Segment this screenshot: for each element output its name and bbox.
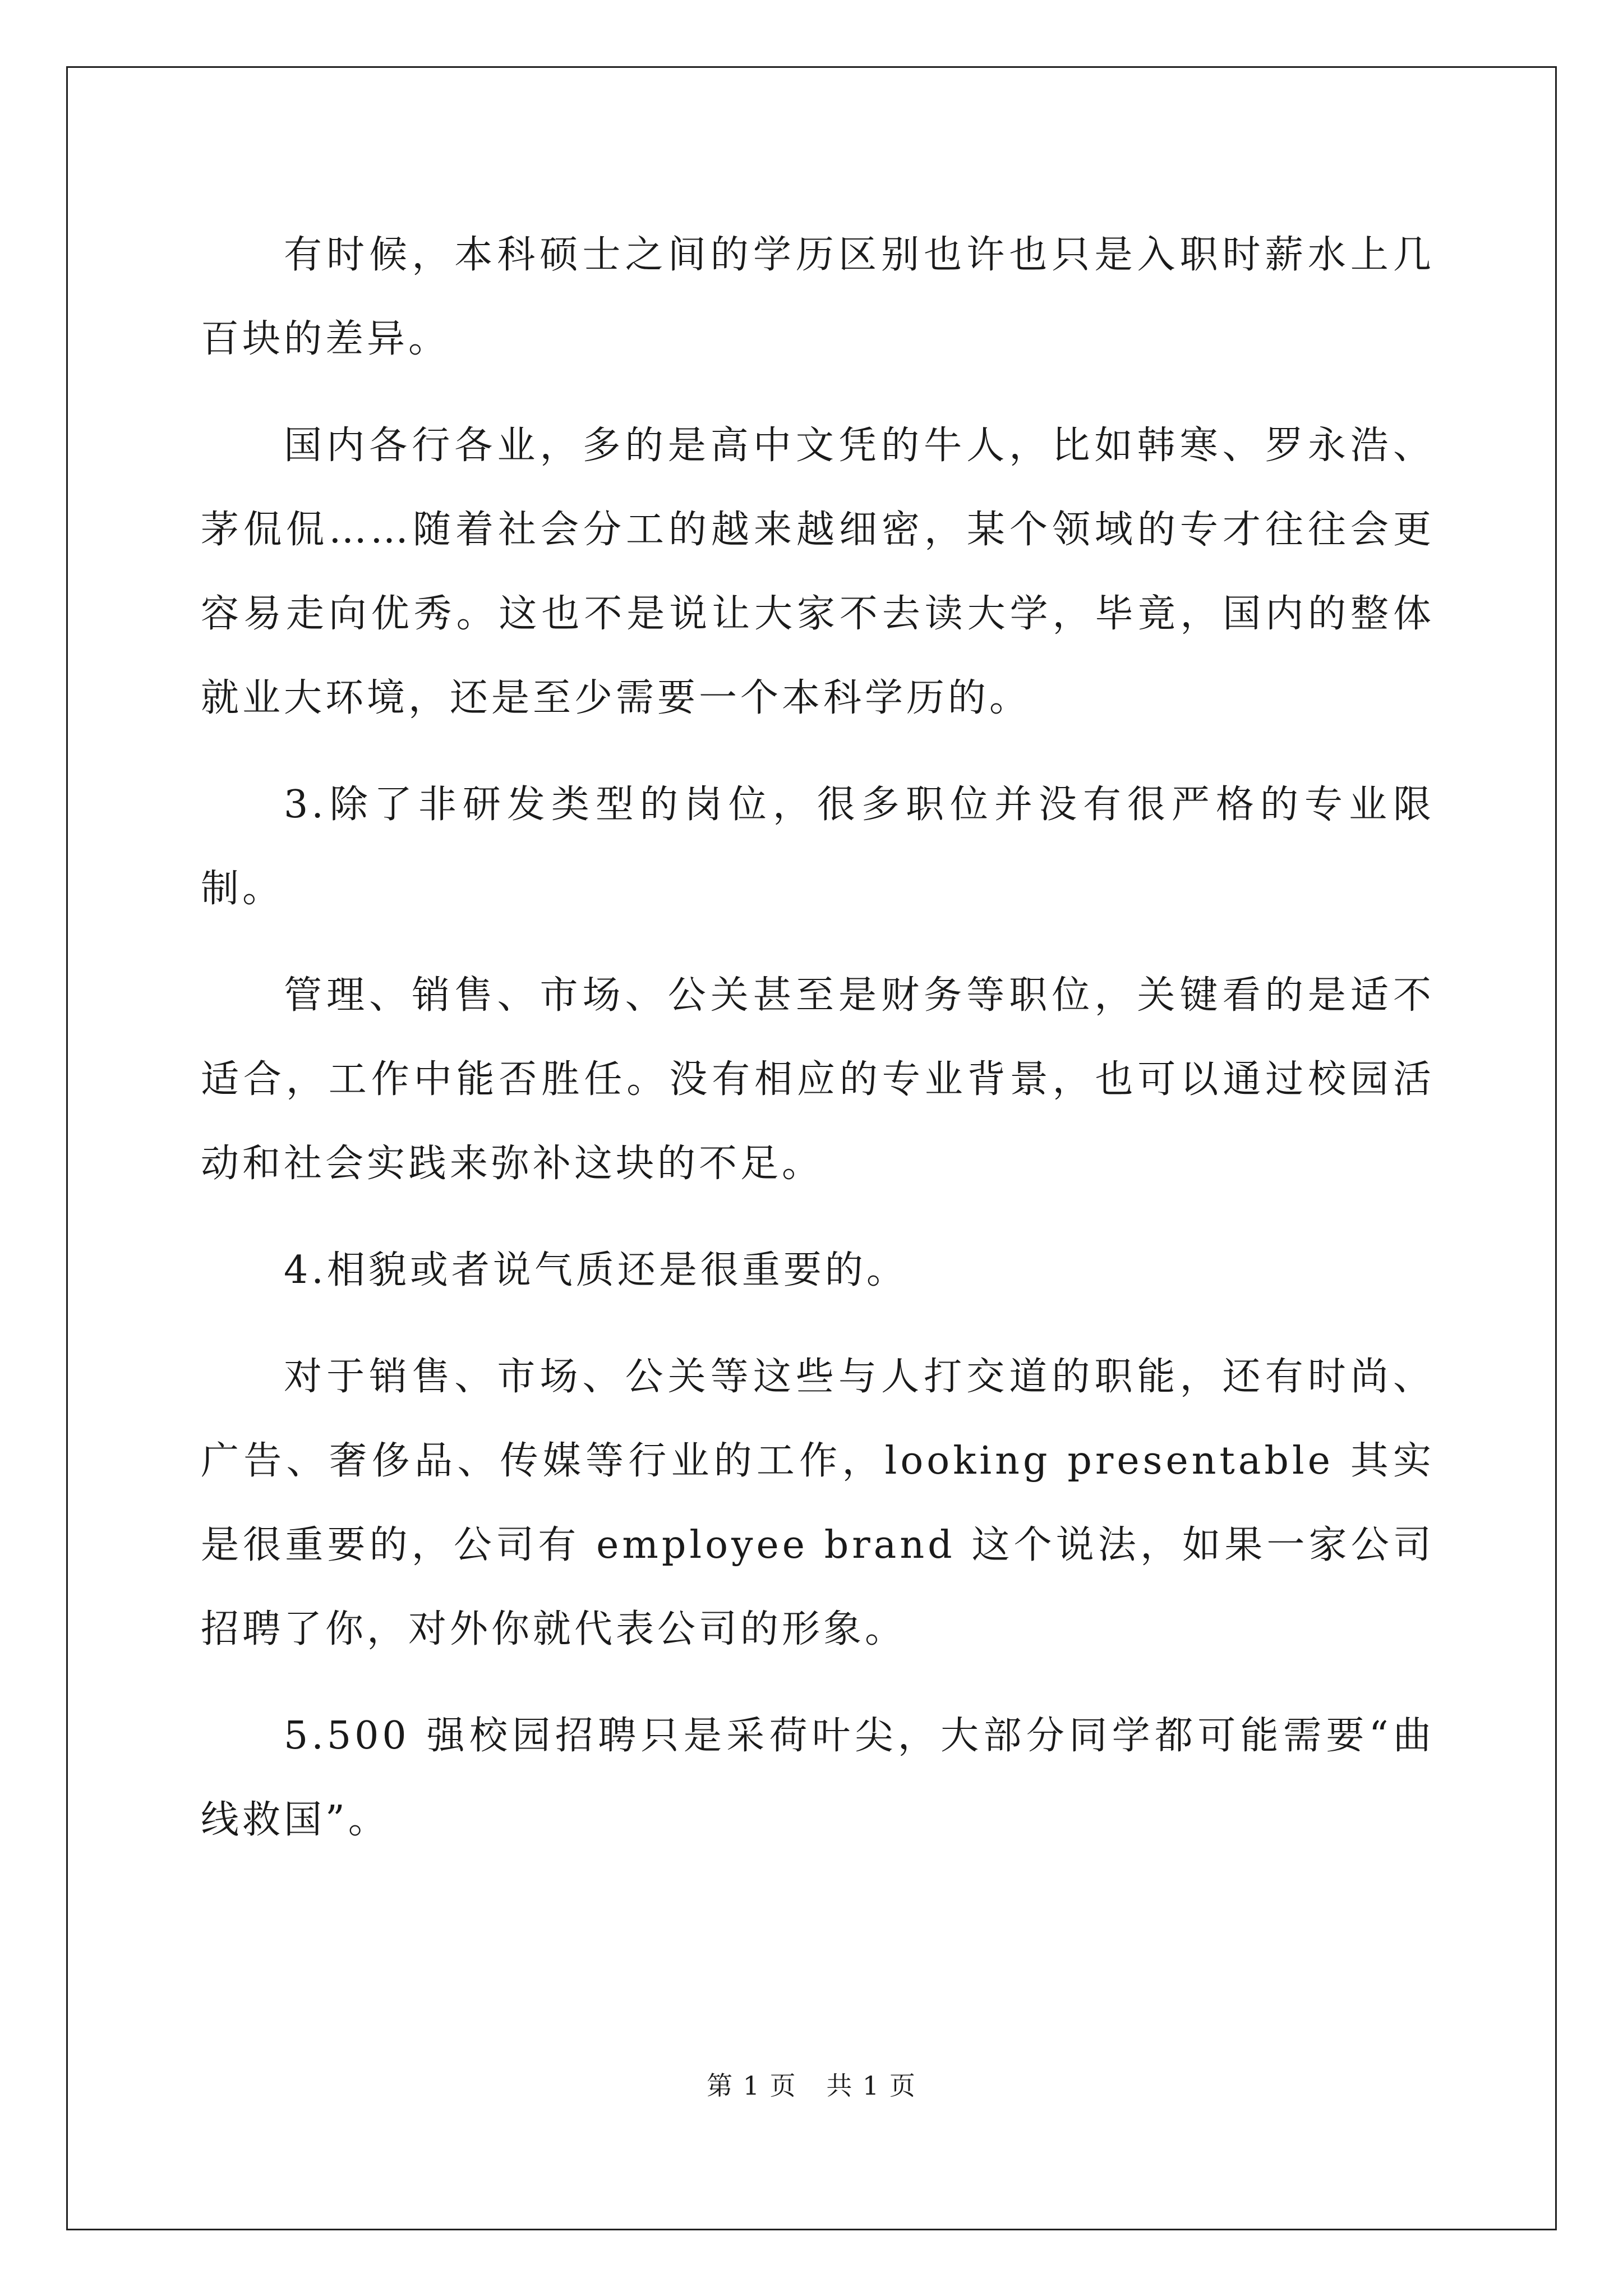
paragraph-4: 管理、销售、市场、公关甚至是财务等职位，关键看的是适不适合，工作中能否胜任。没有相应的专业背景，也可以通过校园活动和社会实践来弥补这块的不足。 xyxy=(201,973,1435,1186)
paragraph-5: 4.相貌或者说气质还是很重要的。 xyxy=(284,1248,908,1292)
page-footer xyxy=(0,2065,1623,2102)
page-total: 共 1 页 xyxy=(826,2070,916,2101)
paragraph-3: 3.除了非研发类型的岗位，很多职位并没有很严格的专业限制。 xyxy=(201,783,1435,911)
paragraph-2: 国内各行各业，多的是高中文凭的牛人，比如韩寒、罗永浩、茅侃侃……随着社会分工的越来越细密，某个领域的专才往往会更容易走向优秀。这也不是说让大家不去读大学，毕竟，国内的整体就业大环境，还是至少需要一个本科学历的。 xyxy=(201,424,1435,720)
paragraph-7: 5.500 强校园招聘只是采荷叶尖，大部分同学都可能需要“曲线救国”。 xyxy=(201,1714,1435,1842)
paragraph-6: 对于销售、市场、公关等这些与人打交道的职能，还有时尚、广告、奢侈品、传媒等行业的工作，looking presentable 其实是很重要的，公司有 employee brand 这个说法，如果一家公司招聘了你，对外你就代表公司的形象。 xyxy=(201,1355,1435,1651)
page-number: 第 1 页 xyxy=(707,2070,797,2101)
document-body xyxy=(201,213,1435,1885)
paragraph-1: 有时候，本科硕士之间的学历区别也许也只是入职时薪水上几百块的差异。 xyxy=(201,233,1435,361)
